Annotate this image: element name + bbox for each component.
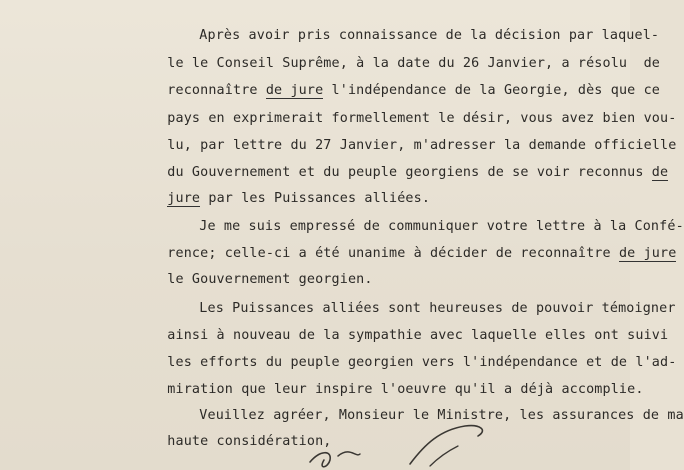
text-segment: par les Puissances alliées. bbox=[200, 191, 431, 206]
text-segment: le Gouvernement georgien. bbox=[167, 272, 373, 287]
text-segment: miration que leur inspire l'oeuvre qu'il a déjà accomplie. bbox=[167, 382, 644, 397]
text-segment: le le Conseil Suprême, à la date du 26 Janvier, a résolu de bbox=[167, 56, 660, 71]
text-segment: rence; celle-ci a été unanime à décider de reconnaître bbox=[167, 246, 619, 261]
text-segment: Veuillez agréer, Monsieur le Ministre, les assurances de ma bbox=[199, 408, 684, 423]
text-segment: du Gouvernement et du peuple georgiens de se voir reconnus bbox=[167, 165, 652, 180]
text-segment: ainsi à nouveau de la sympathie avec laquelle elles ont suivi bbox=[167, 328, 669, 343]
text-segment: l'indépendance de la Georgie, dès que ce bbox=[323, 83, 660, 98]
text-segment: Après avoir pris connaissance de la décision par laquel- bbox=[199, 28, 660, 43]
underlined-term: de bbox=[651, 165, 669, 180]
underlined-term: de jure bbox=[265, 83, 324, 98]
text-segment: reconnaître bbox=[167, 83, 266, 98]
text-segment: les efforts du peuple georgien vers l'indépendance et de l'ad- bbox=[167, 355, 677, 370]
text-segment: lu, par lettre du 27 Janvier, m'adresser la demande officielle bbox=[167, 138, 677, 153]
underlined-term: jure bbox=[167, 191, 201, 206]
text-segment: Je me suis empressé de communiquer votre lettre à la Confé- bbox=[199, 219, 684, 234]
handwritten-signature-icon bbox=[290, 420, 510, 470]
underlined-term: de jure bbox=[618, 246, 677, 261]
text-segment: Les Puissances alliées sont heureuses de pouvoir témoigner bbox=[199, 301, 676, 316]
text-segment: pays en exprimerait formellement le désir, vous avez bien vou- bbox=[167, 111, 677, 126]
text-segment: haute considération, bbox=[167, 434, 332, 449]
